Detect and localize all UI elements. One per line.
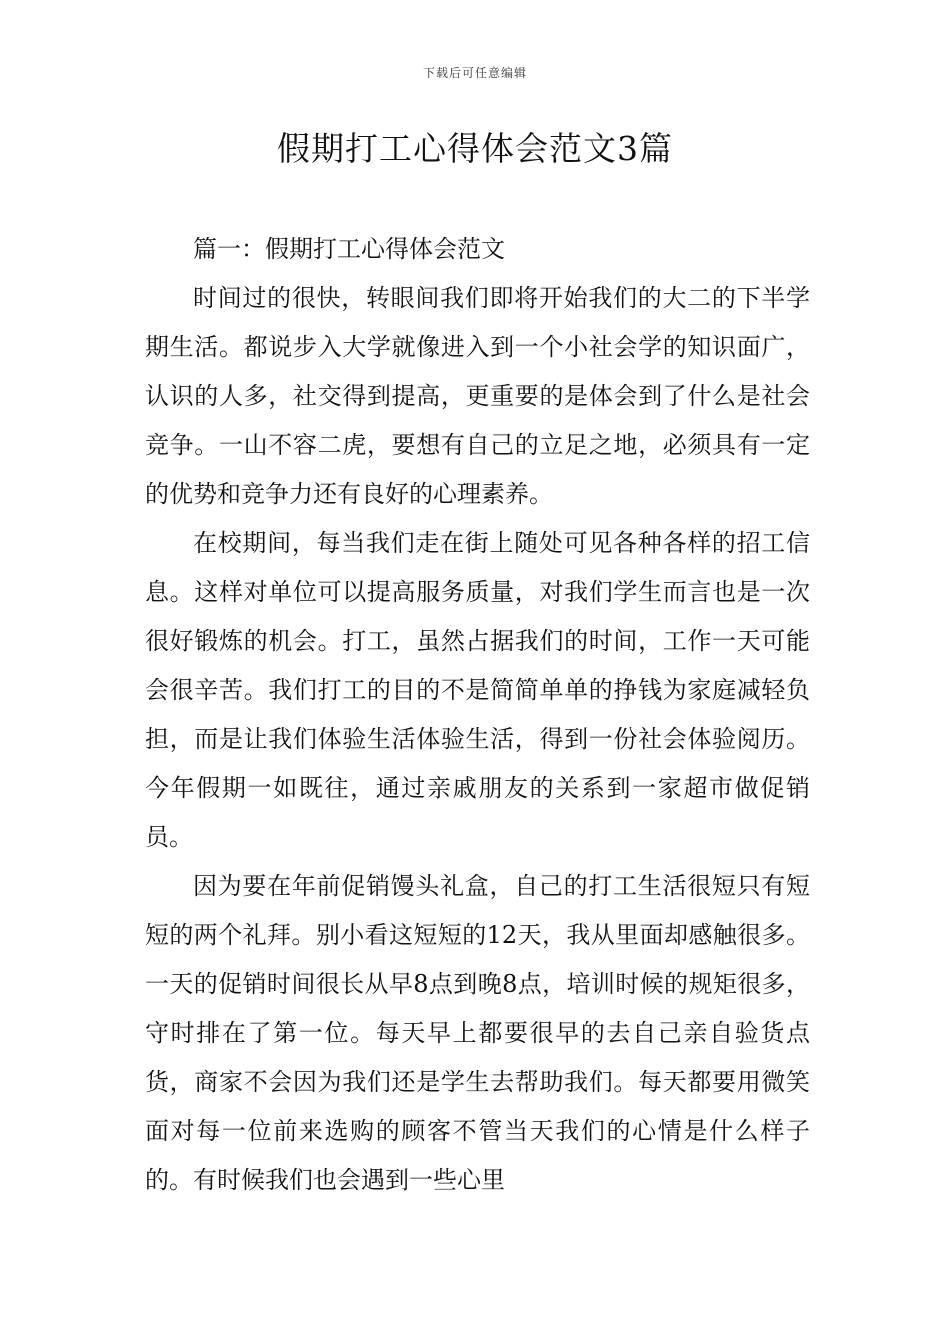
header-note: 下载后可任意编辑: [422, 66, 527, 80]
page-title: 假期打工心得体会范文3篇: [277, 129, 673, 168]
paragraph-3: 因为要在年前促销馒头礼盒，自己的打工生活很短只有短短的两个礼拜。别小看这短短的12天，我从里面却感触很多。一天的促销时间很长从早8点到晚8点，培训时候的规矩很多，守时排在了第一位。每天早上都要很早的去自己亲自验货点货，商家不会因为我们还是学生去帮助我们。每天都要用微笑面对每一位前来选购的顾客不管当天我们的心情是什么样子的。有时候我们也会遇到一些心里: [145, 872, 810, 1194]
paragraph-2: 在校期间，每当我们走在街上随处可见各种各样的招工信息。这样对单位可以提高服务质量，对我们学生而言也是一次很好锻炼的机会。打工，虽然占据我们的时间，工作一天可能会很辛苦。我们打工的目的不是简简单单的挣钱为家庭减轻负担，而是让我们体验生活体验生活，得到一份社会体验阅历。今年假期一如既往，通过亲戚朋友的关系到一家超市做促销员。: [145, 529, 810, 851]
paragraph-1: 时间过的很快，转眼间我们即将开始我们的大二的下半学期生活。都说步入大学就像进入到一个小社会学的知识面广，认识的人多，社交得到提高，更重要的是体会到了什么是社会竞争。一山不容二虎，要想有自己的立足之地，必须具有一定的优势和竞争力还有良好的心理素养。: [145, 284, 810, 508]
document-body: [145, 225, 810, 1205]
section-heading: 篇一：假期打工心得体会范文: [193, 235, 505, 263]
